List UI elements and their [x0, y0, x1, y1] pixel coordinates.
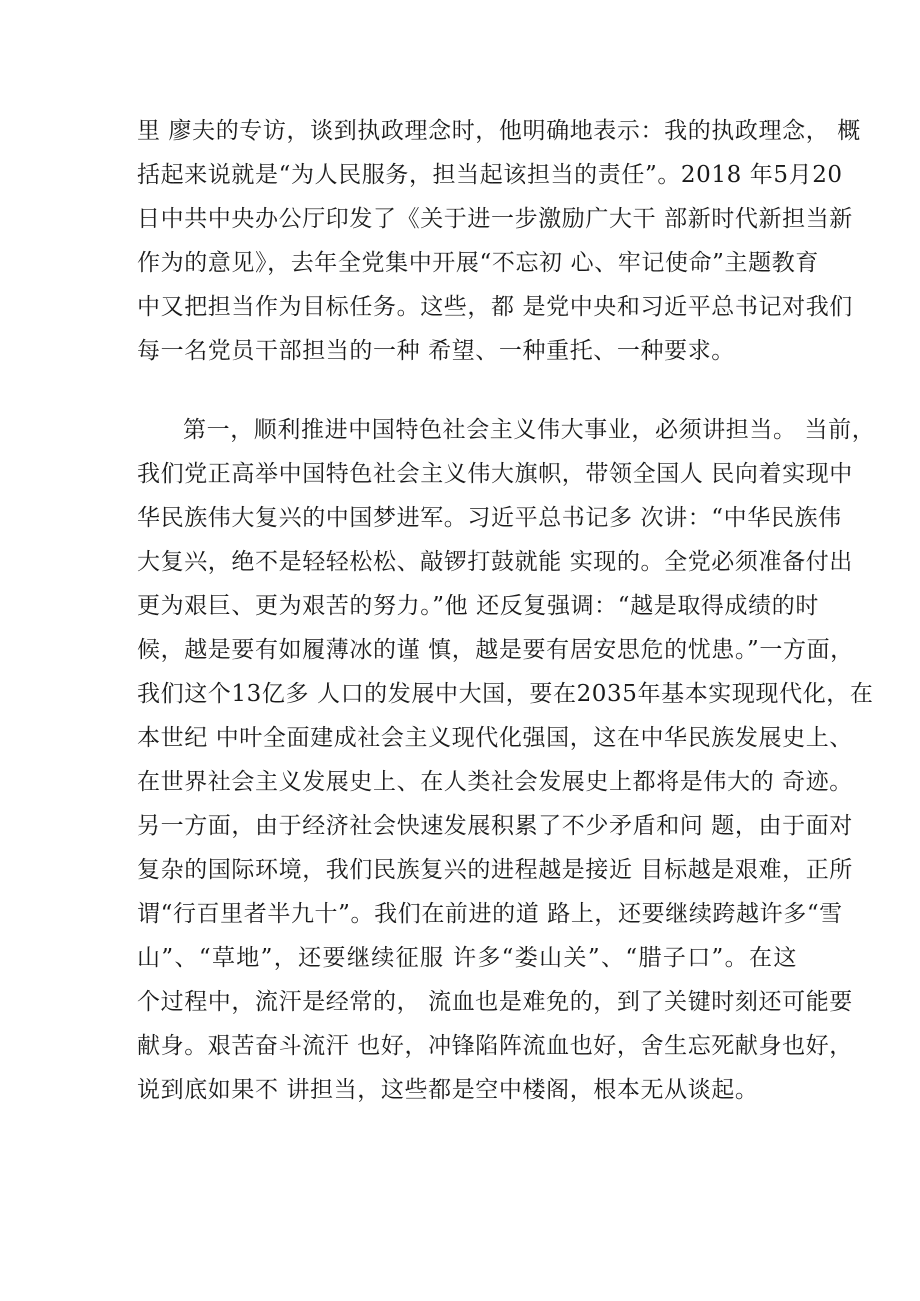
paragraph-2-line-2: 我们党正高举中国特色社会主义伟大旗帜，带领全国人 民向着实现中 — [137, 461, 853, 487]
paragraph-2-line-14: 个过程中，流汗是经常的， 流血也是难免的，到了关键时刻还可能要 — [137, 989, 853, 1015]
paragraph-2-line-12: 谓“行百里者半九十”。我们在前进的道 路上，还要继续跨越许多“雪 — [137, 901, 843, 927]
paragraph-1-line-1: 里 廖夫的专访，谈到执政理念时，他明确地表示：我的执政理念， 概 — [137, 118, 861, 144]
paragraph-1-line-3: 日中共中央办公厅印发了《关于进一步激励广大干 部新时代新担当新 — [137, 206, 853, 232]
paragraph-2-line-5: 更为艰巨、更为艰苦的努力。”他 还反复强调：“越是取得成绩的时 — [137, 593, 819, 619]
paragraph-2-line-1: 第一，顺利推进中国特色社会主义伟大事业，必须讲担当。 当前， — [183, 417, 876, 443]
paragraph-2-line-11: 复杂的国际环境，我们民族复兴的进程越是接近 目标越是艰难，正所 — [137, 857, 853, 883]
paragraph-2-line-16: 说到底如果不 讲担当，这些都是空中楼阁，根本无从谈起。 — [137, 1077, 759, 1103]
paragraph-1-line-6: 每一名党员干部担当的一种 希望、一种重托、一种要求。 — [137, 338, 735, 364]
paragraph-2-line-8: 本世纪 中叶全面建成社会主义现代化强国，这在中华民族发展史上、 — [137, 725, 853, 751]
paragraph-2-line-10: 另一方面，由于经济社会快速发展积累了不少矛盾和问 题，由于面对 — [137, 813, 853, 839]
paragraph-2-line-3: 华民族伟大复兴的中国梦进军。习近平总书记多 次讲：“中华民族伟 — [137, 505, 842, 531]
paragraph-2-line-13: 山”、“草地”，还要继续征服 许多“娄山关”、“腊子口”。在这 — [137, 945, 797, 971]
paragraph-2-line-7: 我们这个13亿多 人口的发展中大国，要在2035年基本实现现代化，在 — [137, 681, 874, 707]
paragraph-2-line-6: 候，越是要有如履薄冰的谨 慎，越是要有居安思危的忧患。”一方面， — [137, 637, 854, 663]
paragraph-1-line-4: 作为的意见》，去年全党集中开展“不忘初 心、牢记使命”主题教育 — [137, 250, 819, 276]
paragraph-2-line-15: 献身。艰苦奋斗流汗 也好，冲锋陷阵流血也好，舍生忘死献身也好， — [137, 1033, 853, 1059]
paragraph-1-line-5: 中又把担当作为目标任务。这些，都 是党中央和习近平总书记对我们 — [137, 294, 853, 320]
paragraph-2-line-4: 大复兴，绝不是轻轻松松、敲锣打鼓就能 实现的。全党必须准备付出 — [137, 549, 853, 575]
paragraph-1-line-2: 括起来说就是“为人民服务，担当起该担当的责任”。2018 年5月20 — [137, 162, 843, 188]
paragraph-2-line-9: 在世界社会主义发展史上、在人类社会发展史上都将是伟大的 奇迹。 — [137, 769, 853, 795]
